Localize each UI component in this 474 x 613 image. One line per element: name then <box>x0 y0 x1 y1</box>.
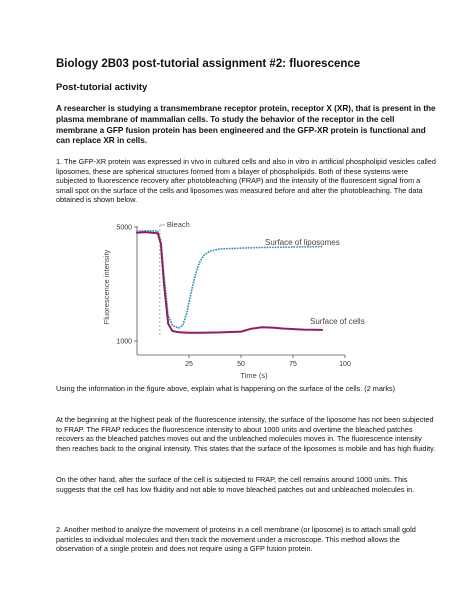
x-tick-label: 100 <box>339 361 351 368</box>
x-axis-label: Time (s) <box>240 371 268 380</box>
y-axis-label: Fluorescence intensity <box>102 249 111 325</box>
question-1-prompt: Using the information in the figure above, explain what is happening on the surface of the cells. (2 marks) <box>56 384 396 393</box>
x-tick-label: 25 <box>185 361 193 368</box>
question-2-text: 2. Another method to analyze the movement of proteins in a cell membrane (or liposome) is to attach small gold particles to individual molecules and then track the movement under a microscope. This method allows the observation of a single protein and does not require using a GFP fusion protein. <box>56 525 416 554</box>
question-1-text: 1. The GFP-XR protein was expressed in vivo in cultured cells and also in vitro in artificial phospholipid vesicles called liposomes, these are spherical structures formed from a bilayer of phospholipids. Both of these systems were subjected to fluorescence recovery after photobleaching (FRAP) and the intensity of the fluorescent signal from a small spot on the surface of the cells and liposomes was measured before and after the photobleaching. The data obtained is shown below. <box>56 157 436 205</box>
answer-paragraph-2: On the other hand, after the surface of the cell is subjected to FRAP, the cell remains around 1000 units. This suggests that the cell has low fluidity and not able to move bleached patches out and unbleached molecules in. <box>56 475 415 494</box>
document-title: Biology 2B03 post-tutorial assignment #2: fluorescence <box>56 58 361 70</box>
y-tick-label: 1000 <box>116 338 132 346</box>
section-heading: Post-tutorial activity <box>56 82 148 93</box>
y-tick-label: 5000 <box>116 224 132 232</box>
series-label-cells: Surface of cells <box>310 317 365 326</box>
intro-paragraph: A researcher is studying a transmembrane receptor protein, receptor X (XR), that is present in the plasma membrane of mammalian cells. To study the behavior of the receptor in the cell membrane a GFP fusion protein has been engineered and the GFP-XR protein is functional and can replace XR in cells. <box>56 104 436 146</box>
x-tick-label: 75 <box>289 361 297 368</box>
x-tick-label: 50 <box>237 361 245 368</box>
series-line-cells <box>137 232 322 333</box>
series-line-liposomes <box>137 231 322 329</box>
series-label-liposomes: Surface of liposomes <box>265 238 340 247</box>
chart-series <box>137 231 322 333</box>
chart-ticks <box>116 225 351 369</box>
bleach-label: Bleach <box>166 220 190 229</box>
answer-paragraph-1: At the beginning at the highest peak of the fluorescence intensity, the surface of the liposome has not been subjected to FRAP. The FRAP reduces the fluorescence intensity to about 1000 units and overtime the bleached patches recovers as the bleached patches moves out and the unbleached molecules moves in. The fluorescence intensity then reaches back to the original intensity. This states that the surface of the liposomes is mobile and has high fluidity. <box>56 415 436 453</box>
chart-axes <box>137 225 345 355</box>
chart-labels <box>102 220 365 380</box>
